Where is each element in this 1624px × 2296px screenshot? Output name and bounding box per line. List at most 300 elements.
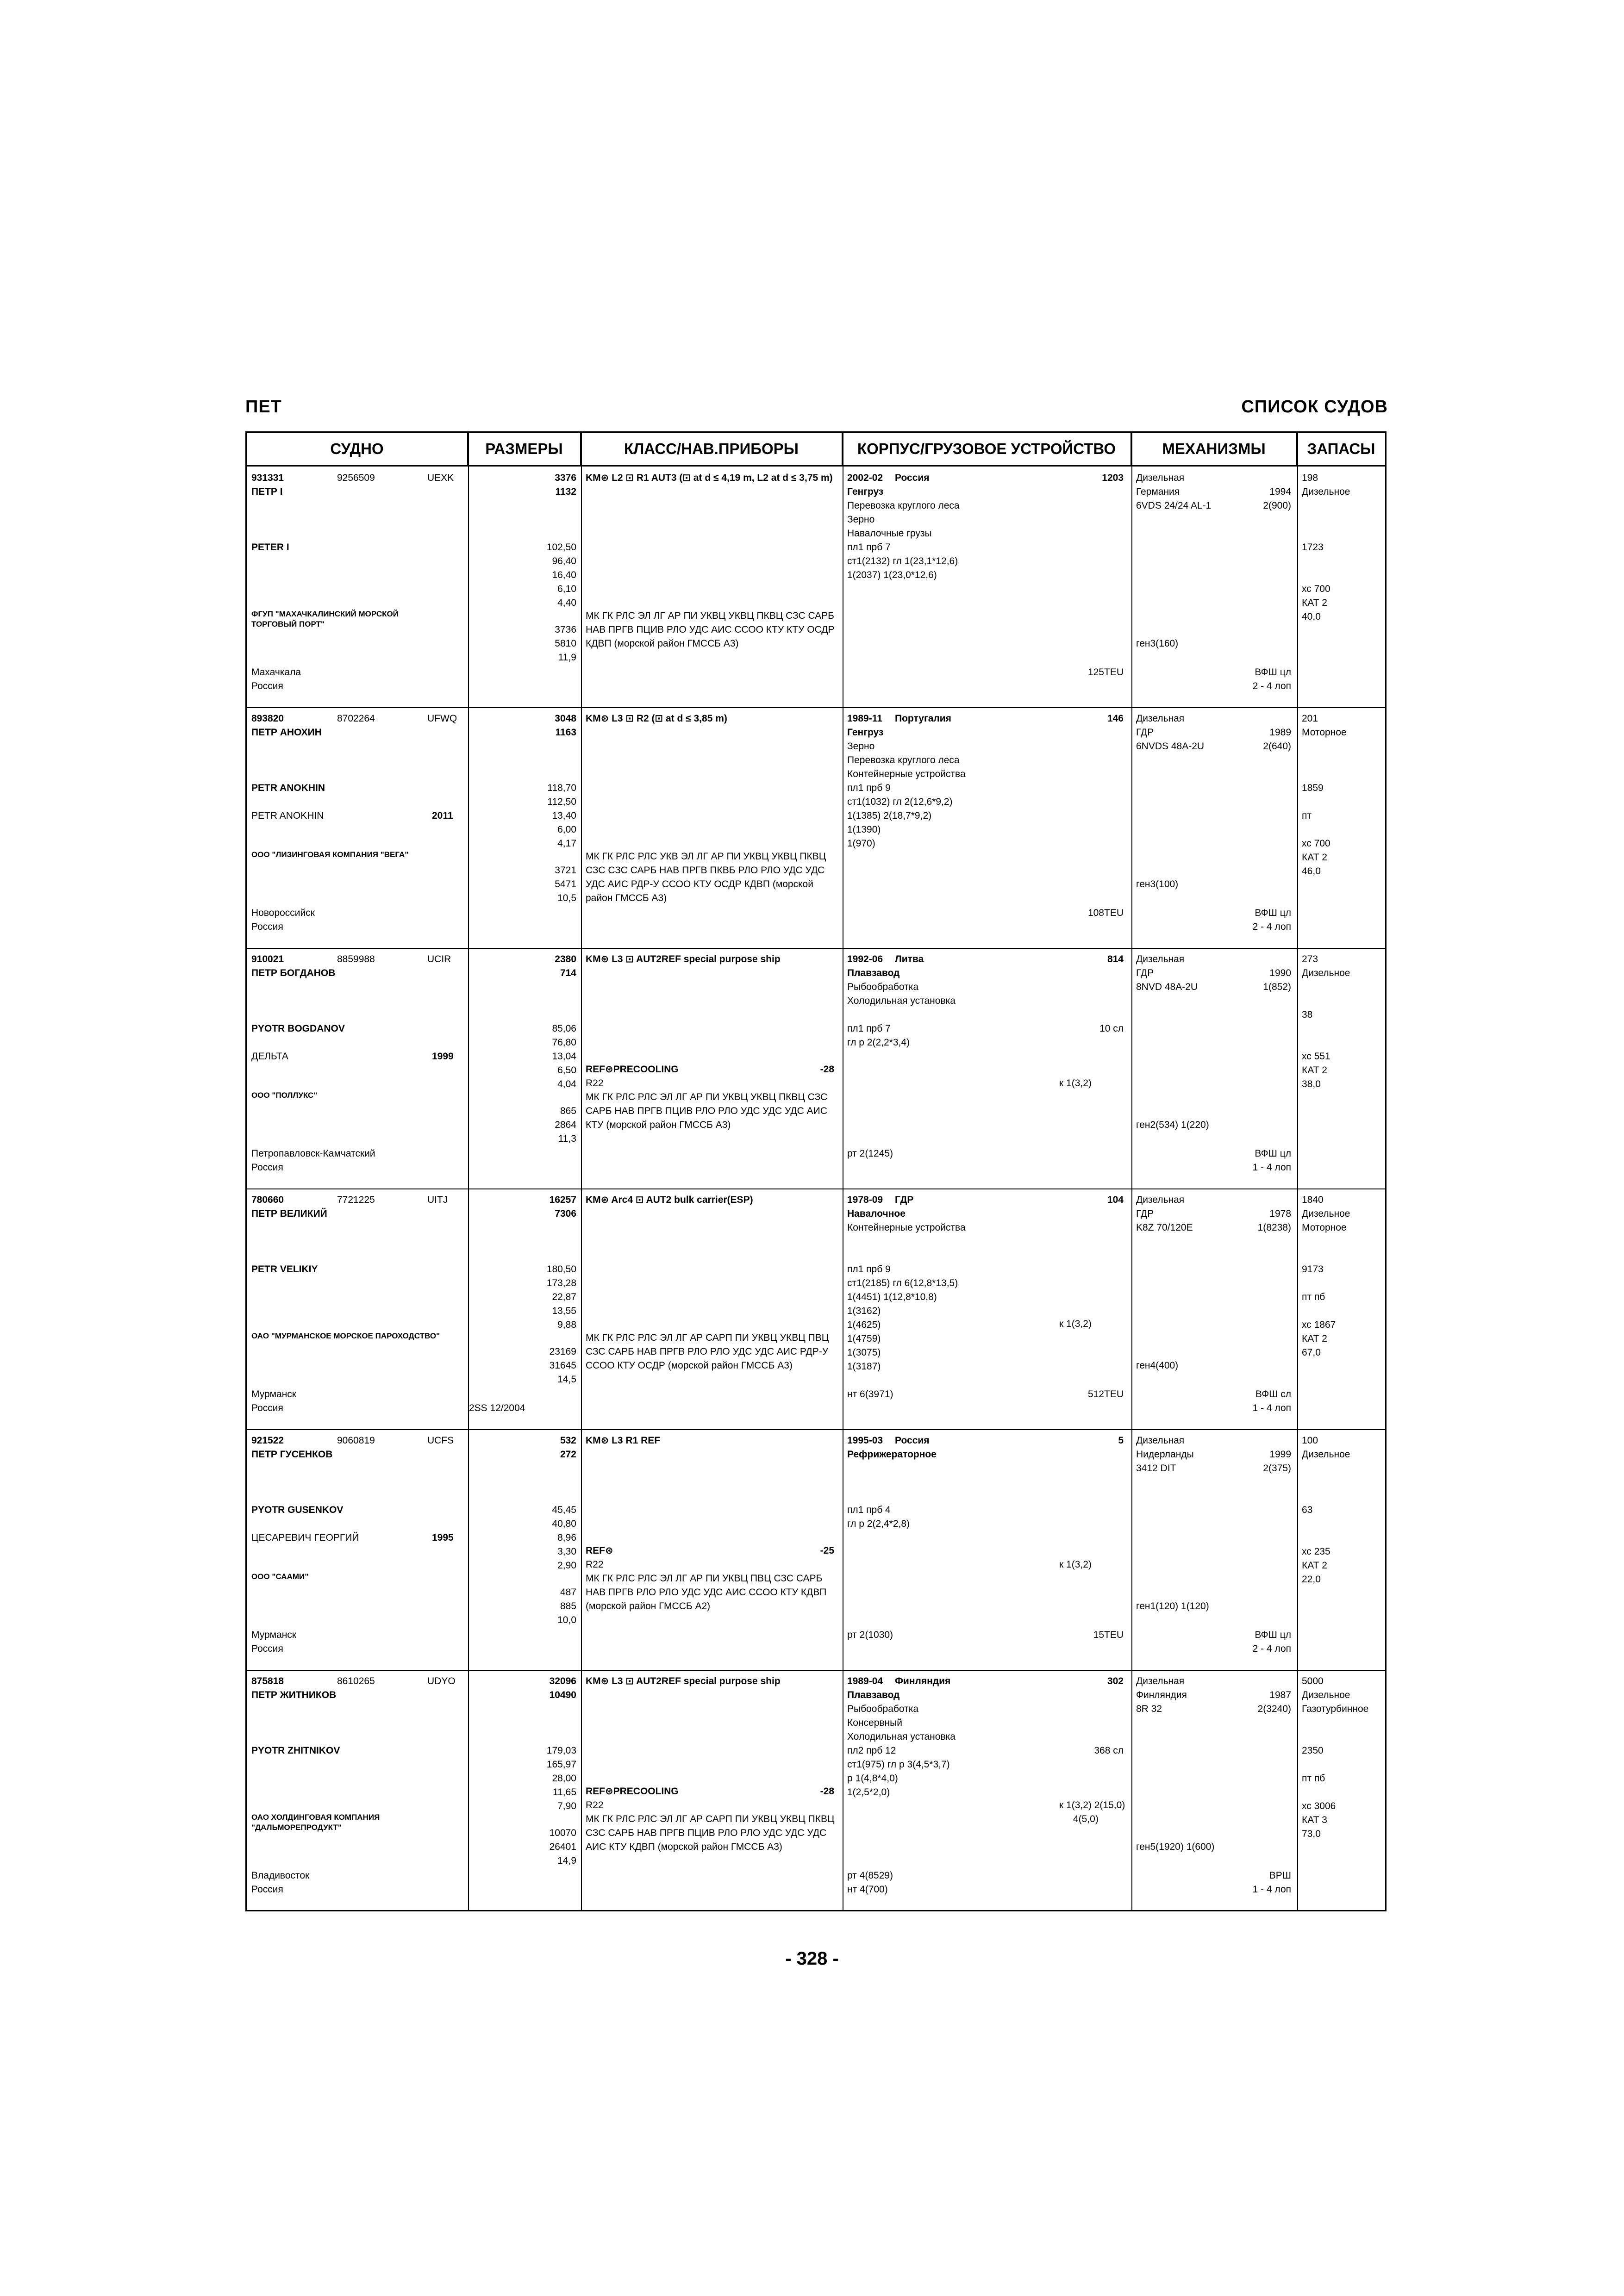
class-notation: KM⊛ L3 ⊡ AUT2REF special purpose ship	[586, 1676, 781, 1686]
hull-line: Холодильная установка	[847, 1731, 956, 1742]
deadweight-value: 11,9	[558, 652, 576, 663]
propeller: ВФШ цл	[1255, 908, 1291, 918]
build-country: Литва	[895, 954, 924, 964]
deadweight-value: 2864	[555, 1120, 576, 1130]
survey-date: 2SS 12/2004	[469, 1403, 525, 1413]
ship-name: ПЕТР АНОХИН	[251, 727, 322, 738]
net-tonnage: 714	[560, 968, 576, 978]
hull-line: Генгруз	[847, 486, 884, 497]
engine-model: K8Z 70/120E	[1136, 1222, 1193, 1233]
hull-line: 1(1385) 2(18,7*9,2)	[847, 810, 932, 821]
engine-model: 8R 32	[1136, 1704, 1162, 1714]
refrigeration-temp: -28	[820, 1786, 834, 1797]
deadweight-value: 14,5	[557, 1374, 576, 1385]
dimension-value: 45,45	[552, 1505, 576, 1515]
stores-line: 40,0	[1302, 611, 1321, 622]
hull-value: 146	[1107, 713, 1124, 724]
machinery-type: Дизельная	[1136, 473, 1185, 483]
hull-line: Зерно	[847, 741, 875, 752]
hull-line: 1(970)	[847, 838, 875, 849]
machinery-type: Дизельная	[1136, 954, 1185, 964]
dimension-value: 102,50	[546, 542, 576, 553]
propeller: ВФШ цл	[1255, 1148, 1291, 1159]
home-port: Владивосток	[251, 1870, 310, 1881]
hull-line: Зерно	[847, 514, 875, 525]
former-name: ДЕЛЬТА	[251, 1051, 288, 1062]
hull-value: 5	[1118, 1435, 1124, 1446]
imo-number: 8859988	[337, 954, 375, 964]
refrigeration-class: REF⊛PRECOOLING	[586, 1786, 679, 1797]
ship-entry	[247, 467, 1385, 708]
tank: рт 2(1245)	[847, 1148, 893, 1159]
refrigeration-temp: -28	[820, 1064, 834, 1075]
stores-line: Дизельное	[1302, 968, 1350, 978]
hull-line: 1(3162)	[847, 1306, 881, 1316]
ship-name: ПЕТР I	[251, 486, 283, 497]
machinery-year: 1989	[1269, 727, 1291, 738]
stores-line: 201	[1302, 713, 1318, 724]
refrigeration-class: REF⊛PRECOOLING	[586, 1064, 679, 1075]
machinery-year: 1994	[1269, 486, 1291, 497]
stores-line: Моторное	[1302, 727, 1347, 738]
deadweight-value: 5471	[555, 879, 576, 890]
stores-line: пт пб	[1302, 1292, 1325, 1302]
hull-line: ст1(2185) гл 6(12,8*13,5)	[847, 1278, 958, 1288]
gross-tonnage: 3048	[555, 713, 576, 724]
ship-entry	[247, 1189, 1385, 1430]
dimension-value: 6,50	[557, 1065, 576, 1076]
flag-country: Россия	[251, 681, 283, 691]
engine-power: 2(3240)	[1257, 1704, 1291, 1714]
former-name: PETR ANOKHIN	[251, 810, 324, 821]
stores-line: 9173	[1302, 1264, 1324, 1275]
flag-country: Россия	[251, 1403, 283, 1413]
machinery-year: 1978	[1269, 1208, 1291, 1219]
registry-number: 931331	[251, 473, 284, 483]
dimension-value: 9,88	[557, 1319, 576, 1330]
owner: ООО "ПОЛЛУКС"	[251, 1091, 318, 1100]
machinery-year: 1987	[1269, 1690, 1291, 1700]
gross-tonnage: 3376	[555, 473, 576, 483]
dimension-value: 13,04	[552, 1051, 576, 1062]
column-header-ship: СУДНО	[247, 433, 468, 465]
owner: ОАО "МУРМАНСКОЕ МОРСКОЕ ПАРОХОДСТВО"	[251, 1332, 440, 1340]
teu-capacity: 108TEU	[1087, 908, 1124, 918]
dimension-value: 4,40	[557, 597, 576, 608]
stores-line: КАТ 2	[1302, 852, 1327, 863]
deadweight-value: 3721	[555, 865, 576, 876]
hull-line: 1(4625)	[847, 1319, 881, 1330]
dimension-value: 180,50	[546, 1264, 576, 1275]
dimension-value: 8,96	[557, 1532, 576, 1543]
column-header-hull: КОРПУС/ГРУЗОВОЕ УСТРОЙСТВО	[843, 433, 1131, 465]
dimension-value: 179,03	[546, 1745, 576, 1756]
stores-line: Дизельное	[1302, 1690, 1350, 1700]
stores-line: 5000	[1302, 1676, 1324, 1686]
propeller: ВФШ цл	[1255, 1630, 1291, 1640]
ship-name: ПЕТР БОГДАНОВ	[251, 968, 336, 978]
generators: ген5(1920) 1(600)	[1136, 1842, 1215, 1852]
hull-value: 302	[1107, 1676, 1124, 1686]
hull-line: 1(3075)	[847, 1347, 881, 1358]
teu-capacity: 15TEU	[1093, 1630, 1124, 1640]
hull-line: 1(3187)	[847, 1361, 881, 1372]
ship-name: ПЕТР ВЕЛИКИЙ	[251, 1208, 327, 1219]
owner: ФГУП "МАХАЧКАЛИНСКИЙ МОРСКОЙ ТОРГОВЫЙ ПОРТ"	[251, 610, 399, 628]
stores-line: Дизельное	[1302, 486, 1350, 497]
hull-line: Рыбообработка	[847, 982, 919, 992]
call-sign: UDYO	[427, 1676, 456, 1686]
propeller-blades: 2 - 4 лоп	[1252, 921, 1291, 932]
ship-name-latin: PYOTR GUSENKOV	[251, 1505, 344, 1515]
page-number: - 328 -	[785, 1948, 839, 1969]
deadweight-value: 10,5	[557, 893, 576, 903]
class-notation: KM⊛ L2 ⊡ R1 AUT3 (⊡ at d ≤ 4,19 m, L2 at d ≤ 3,75 m)	[586, 473, 833, 483]
deadweight-value: 31645	[549, 1360, 576, 1371]
stores-line: 1723	[1302, 542, 1324, 553]
ship-entry	[247, 1430, 1385, 1671]
dimension-value: 3,30	[557, 1546, 576, 1557]
stores-line: 67,0	[1302, 1347, 1321, 1358]
imo-number: 9060819	[337, 1435, 375, 1446]
former-name-year: 2011	[432, 810, 453, 821]
stores-line: Дизельное	[1302, 1208, 1350, 1219]
net-tonnage: 1163	[555, 727, 576, 738]
hull-line: Плавзавод	[847, 968, 900, 978]
engine-model: 3412 DIT	[1136, 1463, 1176, 1474]
former-name-year: 1995	[432, 1532, 454, 1543]
home-port: Махачкала	[251, 667, 301, 678]
dimension-value: 4,04	[557, 1079, 576, 1089]
refrigeration-class: REF⊛	[586, 1545, 613, 1556]
stores-line: хс 1867	[1302, 1319, 1336, 1330]
engine-power: 1(8238)	[1257, 1222, 1291, 1233]
class-notation: KM⊛ L3 ⊡ R2 (⊡ at d ≤ 3,85 m)	[586, 713, 727, 724]
hull-line: 1(1390)	[847, 824, 881, 835]
dimension-value: 85,06	[552, 1023, 576, 1034]
machinery-type: Дизельная	[1136, 1676, 1185, 1686]
registry-number: 921522	[251, 1435, 284, 1446]
gross-tonnage: 2380	[555, 954, 576, 964]
hull-line: Холодильная установка	[847, 996, 956, 1006]
engine-model: 8NVD 48A-2U	[1136, 982, 1198, 992]
hull-line: 1(2,5*2,0)	[847, 1787, 890, 1798]
dimension-value: 118,70	[547, 783, 576, 793]
build-country: Португалия	[895, 713, 951, 724]
machinery-country: Германия	[1136, 486, 1180, 497]
stores-line: Газотурбинное	[1302, 1704, 1369, 1714]
deadweight-value: 14,9	[557, 1855, 576, 1866]
build-country: Россия	[895, 1435, 930, 1446]
deadweight-value: 865	[560, 1106, 576, 1116]
owner: ООО "СААМИ"	[251, 1572, 309, 1581]
column-header-stores: ЗАПАСЫ	[1307, 440, 1375, 457]
hull-line: Перевозка круглого леса	[847, 500, 960, 511]
home-port: Петропавловск-Камчатский	[251, 1148, 375, 1159]
hull-line: ст1(2132) гл 1(23,1*12,6)	[847, 556, 958, 566]
propeller-blades: 2 - 4 лоп	[1252, 1643, 1291, 1654]
crane-secondary: 4(5,0)	[1073, 1814, 1099, 1824]
hull-line: 1(4451) 1(12,8*10,8)	[847, 1292, 937, 1302]
hull-line: ст1(975) гл р 3(4,5*3,7)	[847, 1759, 950, 1770]
flag-country: Россия	[251, 1162, 283, 1173]
stores-line: 1859	[1302, 783, 1324, 793]
gross-tonnage: 32096	[549, 1676, 576, 1686]
stores-line: Дизельное	[1302, 1449, 1350, 1460]
hull-line: Генгруз	[847, 727, 884, 738]
ship-entry	[247, 949, 1385, 1189]
deadweight-value: 11,3	[558, 1133, 576, 1144]
engine-model: 6NVDS 48A-2U	[1136, 741, 1205, 752]
hull-line: Навалочное	[847, 1208, 906, 1219]
stores-line: пт пб	[1302, 1773, 1325, 1784]
dimension-value: 22,87	[552, 1292, 576, 1302]
hull-line: пл1 прб 9	[847, 1264, 891, 1275]
hull-line: Контейнерные устройства	[847, 769, 966, 779]
deadweight-value: 885	[560, 1601, 576, 1612]
propeller-blades: 1 - 4 лоп	[1252, 1884, 1291, 1895]
stores-line: 63	[1302, 1505, 1313, 1515]
stores-line: 22,0	[1302, 1574, 1321, 1585]
dimension-value: 6,10	[557, 584, 576, 594]
ship-name-latin: PETR VELIKIY	[251, 1264, 318, 1275]
tank-secondary: нт 4(700)	[847, 1884, 888, 1895]
machinery-year: 1990	[1269, 968, 1291, 978]
crane: к 1(3,2)	[1059, 1078, 1092, 1089]
build-country: ГДР	[895, 1195, 914, 1205]
hull-line: пл1 прб 7	[847, 542, 891, 553]
registry-number: 780660	[251, 1195, 284, 1205]
class-notation: KM⊛ L3 R1 REF	[586, 1435, 661, 1446]
stores-line: хс 551	[1302, 1051, 1330, 1062]
home-port: Новороссийск	[251, 908, 315, 918]
dimension-value: 11,65	[553, 1787, 576, 1798]
engine-power: 1(852)	[1263, 982, 1291, 992]
engine-power: 2(640)	[1263, 741, 1291, 752]
dimension-value: 7,90	[557, 1801, 576, 1811]
machinery-country: ГДР	[1136, 727, 1154, 738]
generators: ген1(120) 1(120)	[1136, 1601, 1209, 1612]
hull-line: 1(4759)	[847, 1333, 881, 1344]
generators: ген3(160)	[1136, 638, 1179, 649]
stores-line: 1840	[1302, 1195, 1324, 1205]
call-sign: UITJ	[427, 1195, 448, 1205]
propeller-blades: 1 - 4 лоп	[1252, 1162, 1291, 1173]
machinery-type: Дизельная	[1136, 1435, 1185, 1446]
deadweight-value: 3736	[555, 624, 576, 635]
hull-line: пл1 прб 4	[847, 1505, 891, 1515]
registry-number: 875818	[251, 1676, 284, 1686]
dimension-value: 13,55	[552, 1306, 576, 1316]
stores-line: 273	[1302, 954, 1318, 964]
tank: рт 4(8529)	[847, 1870, 893, 1881]
registry-number: 910021	[251, 954, 284, 964]
former-name: ЦЕСАРЕВИЧ ГЕОРГИЙ	[251, 1532, 359, 1543]
propeller-blades: 1 - 4 лоп	[1252, 1403, 1291, 1413]
dimension-value: 40,80	[552, 1518, 576, 1529]
column-header-dimensions: РАЗМЕРЫ	[468, 433, 581, 465]
propeller: ВФШ сл	[1255, 1389, 1291, 1400]
hull-value: 104	[1107, 1195, 1124, 1205]
deadweight-value: 26401	[549, 1842, 576, 1852]
build-country: Финляндия	[895, 1676, 951, 1686]
stores-line: Моторное	[1302, 1222, 1347, 1233]
net-tonnage: 272	[560, 1449, 576, 1460]
column-header-class: КЛАСС/НАВ.ПРИБОРЫ	[581, 433, 843, 465]
flag-country: Россия	[251, 1643, 283, 1654]
refrigeration-temp: -25	[820, 1545, 834, 1556]
ship-name-latin: PYOTR ZHITNIKOV	[251, 1745, 340, 1756]
engine-power: 2(900)	[1263, 500, 1291, 511]
stores-line: хс 700	[1302, 584, 1330, 594]
engine-power: 2(375)	[1263, 1463, 1291, 1474]
machinery-type: Дизельная	[1136, 1195, 1185, 1205]
tank: нт 6(3971)	[847, 1389, 893, 1400]
stores-line: 38	[1302, 1009, 1313, 1020]
hull-line: Перевозка круглого леса	[847, 755, 960, 765]
hull-value: 814	[1107, 954, 1124, 964]
hold-capacity: 10 сл	[1099, 1023, 1124, 1034]
hull-line: гл р 2(2,4*2,8)	[847, 1518, 910, 1529]
stores-line: КАТ 2	[1302, 1333, 1327, 1344]
imo-number: 8610265	[337, 1676, 375, 1686]
call-sign: UCFS	[427, 1435, 454, 1446]
navigation-equipment: МК ГК РЛС РЛС ЭЛ ЛГ АР ПИ УКВЦ ПВЦ СЗС САРБ НАВ ПРГВ РЛО РЛО УДС УДС АИС ССОО КТУ КДВП (морской район ГМССБ А2)	[586, 1573, 827, 1612]
stores-line: КАТ 2	[1302, 597, 1327, 608]
imo-number: 8702264	[337, 713, 375, 724]
former-name-year: 1999	[432, 1051, 454, 1062]
owner: ООО "ЛИЗИНГОВАЯ КОМПАНИЯ "ВЕГА"	[251, 850, 409, 859]
column-header-machinery: МЕХАНИЗМЫ	[1131, 433, 1297, 465]
teu-capacity: 512TEU	[1087, 1389, 1124, 1400]
crane: к 1(3,2) 2(15,0)	[1059, 1800, 1125, 1811]
machinery-country: ГДР	[1136, 968, 1154, 978]
engine-model: 6VDS 24/24 AL-1	[1136, 500, 1212, 511]
hull-line: Навалочные грузы	[847, 528, 932, 539]
dimension-value: 173,28	[546, 1278, 576, 1288]
stores-line: 198	[1302, 473, 1318, 483]
call-sign: UCIR	[427, 954, 451, 964]
stores-line: КАТ 2	[1302, 1560, 1327, 1571]
generators: ген2(534) 1(220)	[1136, 1120, 1209, 1130]
stores-line: 73,0	[1302, 1829, 1321, 1839]
dimension-value: 165,97	[546, 1759, 576, 1770]
hull-line: ст1(1032) гл 2(12,6*9,2)	[847, 796, 953, 807]
teu-capacity: 125TEU	[1087, 667, 1124, 678]
deadweight-value: 487	[560, 1587, 576, 1598]
dimension-value: 4,17	[557, 838, 576, 849]
dimension-value: 13,40	[552, 810, 576, 821]
crane: к 1(3,2)	[1059, 1559, 1092, 1570]
ship-name-latin: PETER I	[251, 542, 289, 553]
machinery-year: 1999	[1269, 1449, 1291, 1460]
refrigerant: R22	[586, 1078, 604, 1089]
gross-tonnage: 532	[560, 1435, 576, 1446]
home-port: Мурманск	[251, 1630, 297, 1640]
ship-name-latin: PETR ANOKHIN	[251, 783, 325, 793]
hull-line: Рыбообработка	[847, 1704, 919, 1714]
machinery-country: Нидерланды	[1136, 1449, 1194, 1460]
deadweight-value: 10,0	[557, 1615, 576, 1625]
machinery-country: ГДР	[1136, 1208, 1154, 1219]
dimension-value: 6,00	[557, 824, 576, 835]
refrigerant: R22	[586, 1800, 604, 1811]
dimension-value: 2,90	[557, 1560, 576, 1571]
machinery-country: Финляндия	[1136, 1690, 1187, 1700]
net-tonnage: 1132	[555, 486, 576, 497]
dimension-value: 16,40	[552, 570, 576, 580]
build-date: 1992-06	[847, 954, 883, 964]
build-date: 1989-11	[847, 713, 882, 724]
ship-register-table	[245, 431, 1387, 1911]
stores-line: КАТ 2	[1302, 1065, 1327, 1076]
hull-line: Рефрижераторное	[847, 1449, 937, 1460]
hull-value: 1203	[1102, 473, 1124, 483]
hull-line: пл2 прб 12	[847, 1745, 896, 1756]
class-notation: KM⊛ Arc4 ⊡ AUT2 bulk carrier(ESP)	[586, 1195, 753, 1205]
dimension-value: 112,50	[547, 796, 576, 807]
owner: ОАО ХОЛДИНГОВАЯ КОМПАНИЯ "ДАЛЬМОРЕПРОДУКТ"	[251, 1813, 380, 1832]
home-port: Мурманск	[251, 1389, 297, 1400]
page-header-right: СПИСОК СУДОВ	[1241, 397, 1388, 417]
page-header-left: ПЕТ	[245, 397, 282, 417]
dimension-value: 28,00	[552, 1773, 576, 1784]
net-tonnage: 10490	[549, 1690, 576, 1700]
stores-line: 38,0	[1302, 1079, 1321, 1089]
hull-line: 1(2037) 1(23,0*12,6)	[847, 570, 937, 580]
stores-line: хс 235	[1302, 1546, 1330, 1557]
generators: ген4(400)	[1136, 1360, 1179, 1371]
dimension-value: 96,40	[552, 556, 576, 566]
stores-line: хс 700	[1302, 838, 1330, 849]
imo-number: 9256509	[337, 473, 375, 483]
stores-line: 2350	[1302, 1745, 1324, 1756]
stores-line: КАТ 3	[1302, 1815, 1327, 1825]
deadweight-value: 10070	[549, 1828, 576, 1838]
navigation-equipment: МК ГК РЛС РЛС ЭЛ ЛГ АР ПИ УКВЦ УКВЦ ПКВЦ СЗС САРБ НАВ ПРГВ ПЦИВ РЛО РЛО УДС УДС УДС АИС КТУ (морской район ГМССБ А3)	[586, 1092, 828, 1130]
hull-line: р 1(4,8*4,0)	[847, 1773, 898, 1784]
build-date: 1978-09	[847, 1195, 883, 1205]
call-sign: UFWQ	[427, 713, 457, 724]
crane: к 1(3,2)	[1059, 1319, 1092, 1329]
ship-entry	[247, 1671, 1385, 1911]
build-country: Россия	[895, 473, 930, 483]
flag-country: Россия	[251, 921, 283, 932]
hull-line: Консервный	[847, 1717, 902, 1728]
imo-number: 7721225	[337, 1195, 375, 1205]
stores-line: 46,0	[1302, 866, 1321, 877]
hold-capacity: 368 сл	[1094, 1745, 1124, 1756]
navigation-equipment: МК ГК РЛС РЛС ЭЛ ЛГ АР САРП ПИ УКВЦ УКВЦ ПВЦ СЗС САРБ НАВ ПРГВ РЛО РЛО УДС УДС АИС РДР-У ССОО КТУ ОСДР (морской район ГМССБ А3)	[586, 1332, 829, 1371]
build-date: 1995-03	[847, 1435, 883, 1446]
hull-line: пл1 прб 7	[847, 1023, 891, 1034]
navigation-equipment: МК ГК РЛС РЛС УКВ ЭЛ ЛГ АР ПИ УКВЦ УКВЦ ПКВЦ СЗС СЗС САРБ НАВ ПРГВ ПКВБ РЛО РЛО УДС УДС УДС АИС РДР-У ССОО КТУ ОСДР КДВП (морской район ГМССБ А3)	[586, 851, 826, 903]
machinery-type: Дизельная	[1136, 713, 1185, 724]
deadweight-value: 23169	[549, 1346, 576, 1357]
stores-line: хс 3006	[1302, 1801, 1336, 1811]
build-date: 1989-04	[847, 1676, 883, 1686]
propeller: ВРШ	[1269, 1870, 1291, 1881]
registry-number: 893820	[251, 713, 284, 724]
stores-line: 100	[1302, 1435, 1318, 1446]
ship-name: ПЕТР ГУСЕНКОВ	[251, 1449, 333, 1460]
propeller-blades: 2 - 4 лоп	[1252, 681, 1291, 691]
hull-line: Контейнерные устройства	[847, 1222, 966, 1233]
flag-country: Россия	[251, 1884, 283, 1895]
ship-name: ПЕТР ЖИТНИКОВ	[251, 1690, 337, 1700]
propeller: ВФШ цл	[1255, 667, 1291, 678]
ship-entry	[247, 708, 1385, 949]
